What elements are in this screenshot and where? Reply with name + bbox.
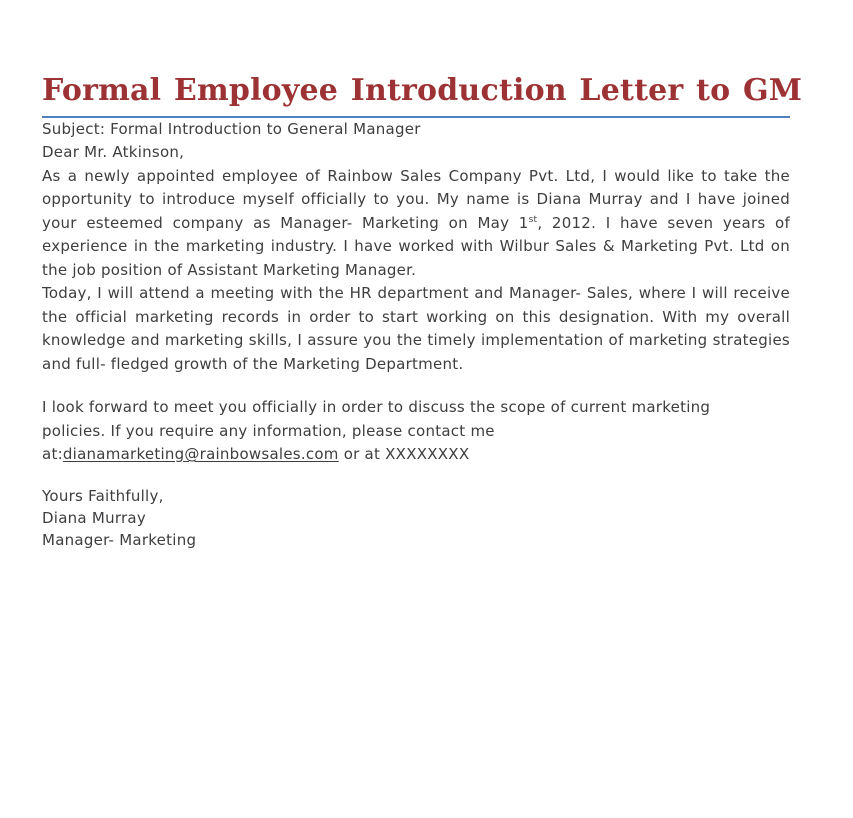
- para1-text-before: As a newly appointed employee of Rainbow Sales Company Pvt. Ltd, I would like to take the opportunity to introduce myself officially to you. My name is Diana Murray and I have joined your esteemed company as Manager- Marketing on May 1: [42, 166, 790, 232]
- ordinal-suffix: st: [528, 214, 538, 225]
- signature-role: Manager- Marketing: [42, 530, 197, 549]
- title-block: [42, 73, 803, 118]
- subject-line: Subject: Formal Introduction to General Manager: [42, 119, 421, 138]
- paragraph-contact: [42, 396, 790, 467]
- contact-line-3: [42, 443, 790, 467]
- letter-body: [42, 118, 790, 551]
- contact-line-1: I look forward to meet you officially in order to discuss the scope of current marketing: [42, 398, 711, 416]
- para1-text-after: , 2012. I have seven years of experience in the marketing industry. I have worked with Wilbur Sales & Marketing Pvt. Ltd on the job position of Assistant Marketing Manager.: [42, 213, 790, 279]
- signature-block: [42, 485, 790, 551]
- paragraph-meeting: Today, I will attend a meeting with the HR department and Manager- Sales, where I will receive the official marketing records in order to start working on this designation. With my overall knowledge and marketing skills, I assure you the timely implementation of marketing strategies and full- fledged growth of the Marketing Department.: [42, 284, 790, 373]
- paragraph-introduction: [42, 165, 790, 283]
- email-suffix: or at XXXXXXXX: [338, 445, 470, 463]
- email-prefix: at:: [42, 445, 63, 463]
- signature-closing: Yours Faithfully,: [42, 486, 164, 505]
- signature-name: Diana Murray: [42, 508, 146, 527]
- contact-line-2: policies. If you require any information, please contact me: [42, 421, 495, 440]
- salutation: Dear Mr. Atkinson,: [42, 143, 185, 161]
- email-link[interactable]: dianamarketing@rainbowsales.com: [62, 445, 339, 463]
- page-title: Formal Employee Introduction Letter to GM: [42, 73, 803, 108]
